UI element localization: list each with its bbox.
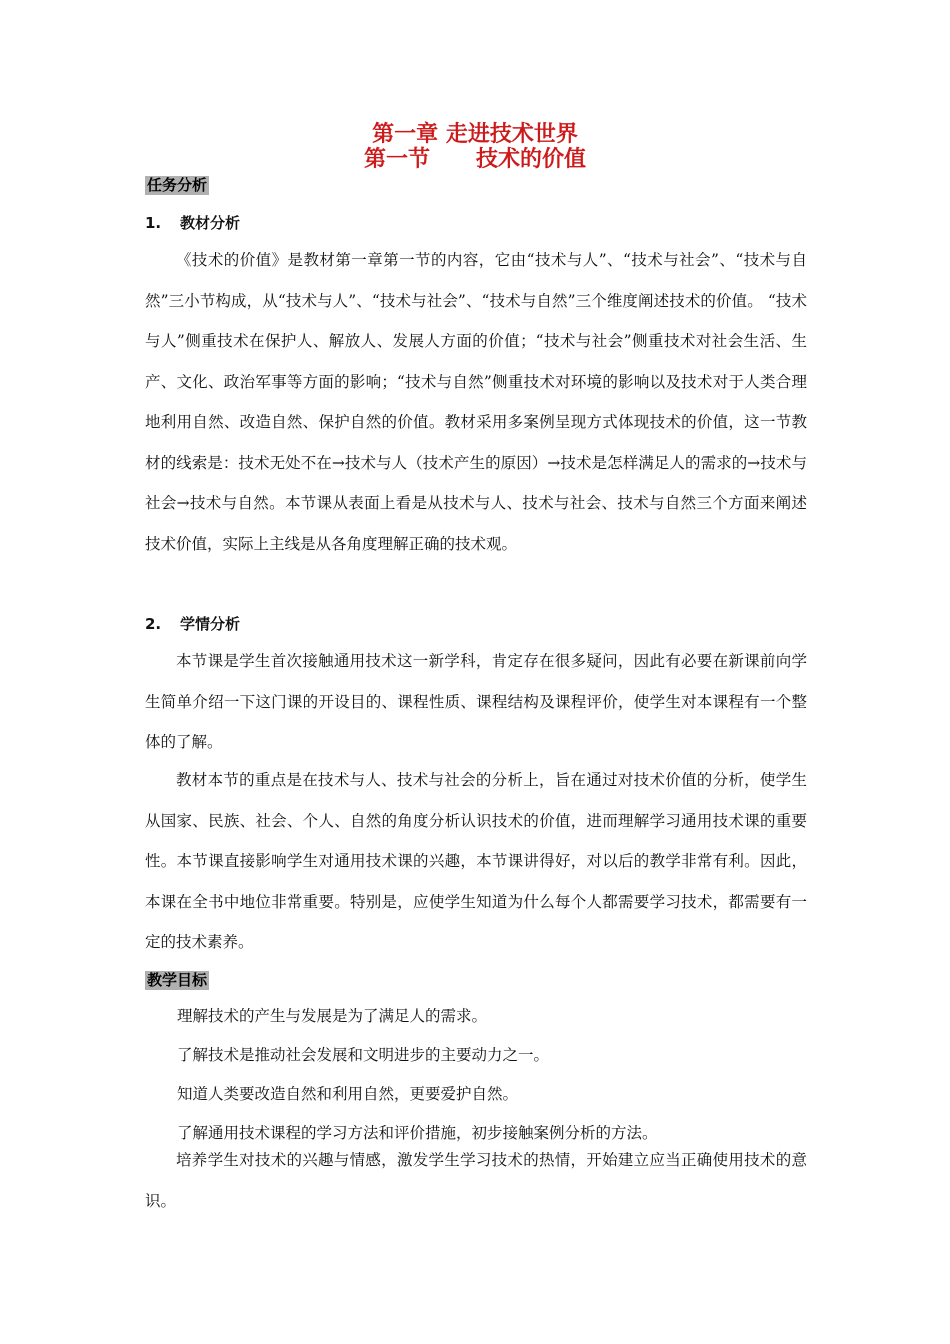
subsection-heading-students (145, 614, 240, 634)
teaching-goal-item: 了解通用技术课程的学习方法和评价措施，初步接触案例分析的方法。 (177, 1124, 658, 1142)
material-analysis-paragraph: 《技术的价值》是教材第一章第一节的内容，它由“技术与人”、“技术与社会”、“技术与自然”三小节构成，从“技术与人”、“技术与社会”、“技术与自然”三个维度阐述技术的价值。 “技术与人”侧重技术在保护人、解放人、发展人方面的价值；“技术与社会”侧重技术对社会生活、生产、文化、政治军事等方面的影响；“技术与自然”侧重技术对环境的影响以及技术对于人类合理地利用自然、改造自然、保护自然的价值。教材采用多案例呈现方式体现技术的价值，这一节教材的线索是：技术无处不在→技术与人（技术产生的原因）→技术是怎样满足人的需求的→技术与社会→技术与自然。本节课从表面上看是从技术与人、技术与社会、技术与自然三个方面来阐述技术价值，实际上主线是从各角度理解正确的技术观。 (145, 251, 807, 553)
subsection-heading-material (145, 213, 240, 233)
teaching-goal-item: 了解技术是推动社会发展和文明进步的主要动力之一。 (177, 1046, 550, 1064)
teaching-goal-item: 理解技术的产生与发展是为了满足人的需求。 (177, 1007, 488, 1025)
subsection-number: 1. (145, 214, 162, 232)
teaching-goals-heading: 教学目标 (147, 971, 208, 989)
subsection-title: 学情分析 (180, 615, 241, 633)
student-analysis-paragraph-1: 本节课是学生首次接触通用技术这一新学科，肯定存在很多疑问，因此有必要在新课前向学生简单介绍一下这门课的开设目的、课程性质、课程结构及课程评价，使学生对本课程有一个整体的了解。 (145, 652, 807, 751)
teaching-goal-item: 知道人类要改造自然和利用自然，更要爱护自然。 (177, 1085, 519, 1103)
student-analysis-paragraph-2: 教材本节的重点是在技术与人、技术与社会的分析上，旨在通过对技术价值的分析，使学生从国家、民族、社会、个人、自然的角度分析认识技术的价值，进而理解学习通用技术课的重要性。本节课直接影响学生对通用技术课的兴趣，本节课讲得好，对以后的教学非常有利。因此，本课在全书中地位非常重要。特别是，应使学生知道为什么每个人都需要学习技术，都需要有一定的技术素养。 (145, 771, 807, 951)
teaching-goal-item: 培养学生对技术的兴趣与情感，激发学生学习技术的热情，开始建立应当正确使用技术的意识。 (145, 1151, 807, 1210)
chapter-title: 第一章 走进技术世界 (372, 122, 578, 147)
task-analysis-heading: 任务分析 (147, 176, 208, 194)
section-title: 第一节 技术的价值 (364, 147, 586, 172)
subsection-number: 2. (145, 615, 162, 633)
subsection-title: 教材分析 (180, 214, 241, 232)
